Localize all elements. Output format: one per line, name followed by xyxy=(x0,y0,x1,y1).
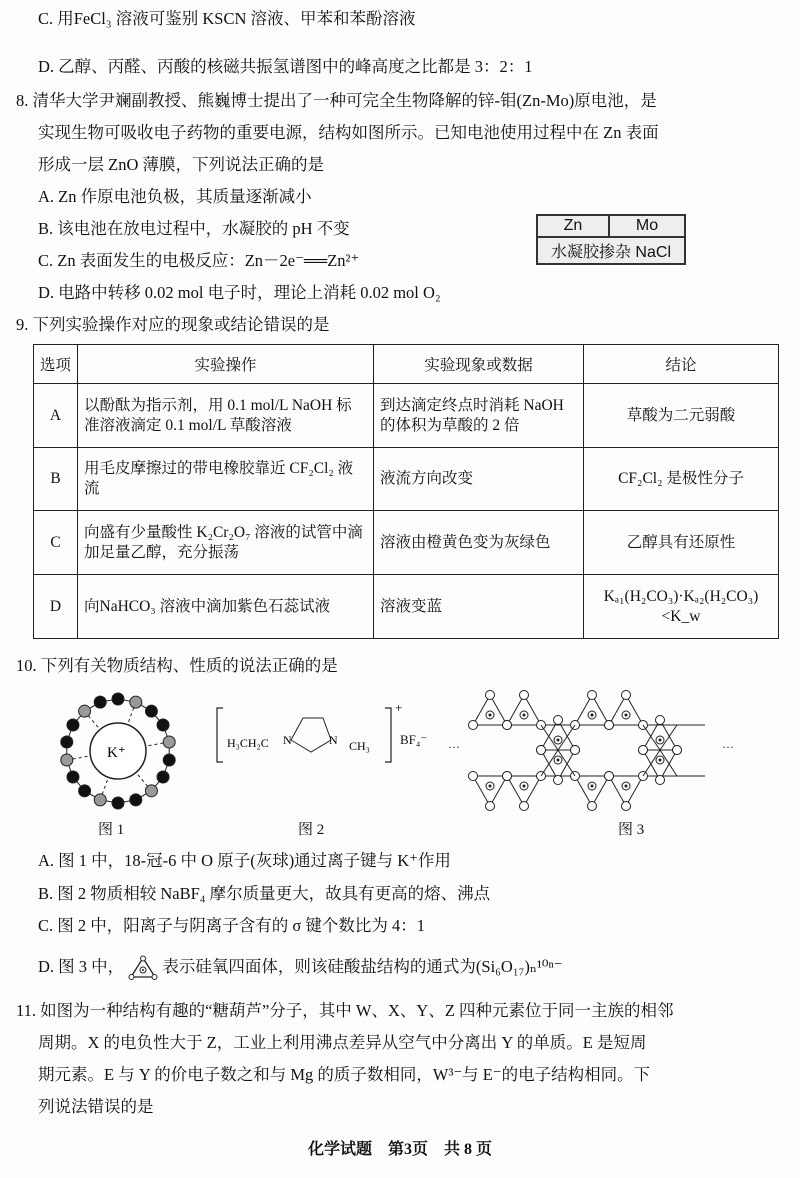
carbon-atom xyxy=(163,754,175,766)
imidazolium-figure xyxy=(215,700,415,770)
carbon-atom xyxy=(130,794,142,806)
q11-stem-line: 列说法错误的是 xyxy=(38,1097,154,1116)
q8-option: A. Zn 作原电池负极，其质量逐渐减小 xyxy=(38,187,312,206)
q11-stem-line: 期元素。E 与 Y 的价电子数之和与 Mg 的质子数相同，W³⁻与 E⁻的电子结构相同。下 xyxy=(38,1065,651,1084)
potassium-label: K⁺ xyxy=(107,745,126,761)
silicon-dot xyxy=(659,759,661,761)
oxygen-atom xyxy=(469,721,478,730)
cell: 向盛有少量酸性 K₂Cr₂O₇ 溶液的试管中滴加足量乙醇，充分振荡 xyxy=(78,511,374,575)
oxygen-atom xyxy=(163,736,175,748)
ethyl-group: H₃CH₂C xyxy=(227,736,269,750)
silicon-dot xyxy=(591,714,593,716)
q11-stem-line: 11. 如图为一种结构有趣的“糖葫芦”分子，其中 W、X、Y、Z 四种元素位于同一主族的相邻 xyxy=(16,1001,674,1020)
carbon-atom xyxy=(67,771,79,783)
cell: 向NaHCO₃ 溶液中滴加紫色石蕊试液 xyxy=(78,575,374,639)
page-footer: 化学试题 第3页 共 8 页 xyxy=(307,1141,492,1158)
carbon-atom xyxy=(112,797,124,809)
oxygen-atom xyxy=(571,746,580,755)
carbon-atom xyxy=(67,719,79,731)
tetrahedron-icon xyxy=(128,955,158,981)
cell: D xyxy=(34,575,78,639)
table-row xyxy=(34,575,779,639)
cell: A xyxy=(34,384,78,448)
cell: CF₂Cl₂ 是极性分子 xyxy=(584,448,779,511)
q9-stem: 9. 下列实验操作对应的现象或结论错误的是 xyxy=(16,315,330,334)
silicon-dot xyxy=(557,759,559,761)
header: 选项 xyxy=(34,345,78,384)
oxygen-atom xyxy=(486,691,495,700)
ellipsis-right: ··· xyxy=(722,740,734,754)
oxygen-atom xyxy=(673,746,682,755)
oxygen-atom xyxy=(520,802,529,811)
cell: 到达滴定终点时消耗 NaOH 的体积为草酸的 2 倍 xyxy=(374,384,584,448)
oxygen-atom xyxy=(554,776,563,785)
q11-stem-line: 周期。X 的电负性大于 Z，工业上利用沸点差异从空气中分离出 Y 的单质。E 是短周 xyxy=(38,1033,647,1052)
q8-option: C. Zn 表面发生的电极反应：Zn－2e⁻══Zn²⁺ xyxy=(38,251,360,270)
oxygen-atom xyxy=(656,776,665,785)
q8-stem-line: 实现生物可吸收电子药物的重要电源，结构如图所示。已知电池使用过程中在 Zn 表面 xyxy=(38,123,659,142)
oxygen-atom xyxy=(622,691,631,700)
q7-option-d: D. 乙醇、丙醛、丙酸的核磁共振氢谱图中的峰高度之比都是 3：2：1 xyxy=(38,57,533,76)
oxygen-atom xyxy=(554,716,563,725)
q9-table xyxy=(33,344,779,639)
oxygen-atom xyxy=(61,754,73,766)
oxygen-atom xyxy=(503,772,512,781)
carbon-atom xyxy=(157,719,169,731)
cell: C xyxy=(34,511,78,575)
anion-label: BF₄⁻ xyxy=(400,732,428,747)
oxygen-atom xyxy=(537,746,546,755)
silicon-dot xyxy=(659,739,661,741)
table-row xyxy=(34,384,779,448)
carbon-atom xyxy=(61,736,73,748)
charge-label: + xyxy=(395,700,403,715)
silicon-dot xyxy=(591,785,593,787)
q10-option: B. 图 2 物质相较 NaBF₄ 摩尔质量更大，故具有更高的熔、沸点 xyxy=(38,884,491,903)
q10-option: C. 图 2 中，阳离子与阴离子含有的 σ 键个数比为 4：1 xyxy=(38,916,426,935)
cell: 溶液由橙黄色变为灰绿色 xyxy=(374,511,584,575)
q8-stem-line: 8. 清华大学尹斓副教授、熊巍博士提出了一种可完全生物降解的锌-钼(Zn-Mo)原电池，是 xyxy=(16,91,657,110)
battery-figure xyxy=(536,214,686,265)
option-d-prefix: D. 图 3 中， xyxy=(38,956,125,976)
oxygen-atom xyxy=(486,802,495,811)
oxygen-atom xyxy=(469,772,478,781)
oxygen-atom xyxy=(588,691,597,700)
crown-ether-figure xyxy=(55,688,185,813)
silicon-dot xyxy=(523,714,525,716)
oxygen-atom xyxy=(145,785,157,797)
oxygen-atom xyxy=(656,716,665,725)
oxygen-atom xyxy=(79,705,91,717)
carbon-atom xyxy=(157,771,169,783)
silicate-chain-figure xyxy=(460,688,720,813)
header: 实验操作 xyxy=(78,345,374,384)
table-row xyxy=(34,448,779,511)
cell: B xyxy=(34,448,78,511)
mo-electrode: Mo xyxy=(609,215,685,237)
cell: 以酚酞为指示剂，用 0.1 mol/L NaOH 标准溶液滴定 0.1 mol/L 草酸溶液 xyxy=(78,384,374,448)
q10-option: A. 图 1 中，18-冠-6 中 O 原子(灰球)通过离子键与 K⁺作用 xyxy=(38,851,451,870)
silicon-dot xyxy=(523,785,525,787)
n1-label: N xyxy=(283,733,292,747)
fig3-caption: 图 3 xyxy=(618,822,645,838)
carbon-atom xyxy=(94,696,106,708)
zn-electrode: Zn xyxy=(537,215,609,237)
q10-stem: 10. 下列有关物质结构、性质的说法正确的是 xyxy=(16,656,338,675)
oxygen-atom xyxy=(588,802,597,811)
cell: 用毛皮摩擦过的带电橡胶靠近 CF₂Cl₂ 液流 xyxy=(78,448,374,511)
silicon-dot xyxy=(489,785,491,787)
oxygen-atom xyxy=(605,721,614,730)
fig2-caption: 图 2 xyxy=(298,822,325,838)
silicon-dot xyxy=(625,714,627,716)
ellipsis-left: ··· xyxy=(448,740,460,754)
carbon-atom xyxy=(112,693,124,705)
oxygen-atom xyxy=(520,691,529,700)
oxygen-atom xyxy=(639,746,648,755)
n2-label: N xyxy=(329,733,338,747)
oxygen-atom xyxy=(503,721,512,730)
silicon-dot xyxy=(625,785,627,787)
q10-option-d xyxy=(38,955,562,983)
option-d-text: 表示硅氧四面体，则该硅酸盐结构的通式为(Si₆O₁₇)ₙ¹⁰ⁿ⁻ xyxy=(162,956,563,976)
oxygen-atom xyxy=(605,772,614,781)
oxygen-atom xyxy=(130,696,142,708)
silicon-dot xyxy=(489,714,491,716)
q8-option: B. 该电池在放电过程中，水凝胶的 pH 不变 xyxy=(38,219,350,238)
cell: 溶液变蓝 xyxy=(374,575,584,639)
oxygen-atom xyxy=(94,794,106,806)
cell: 乙醇具有还原性 xyxy=(584,511,779,575)
q8-stem-line: 形成一层 ZnO 薄膜，下列说法正确的是 xyxy=(38,155,324,174)
q7-option-c: C. 用FeCl₃ 溶液可鉴别 KSCN 溶液、甲苯和苯酚溶液 xyxy=(38,9,416,28)
cell: 液流方向改变 xyxy=(374,448,584,511)
header: 实验现象或数据 xyxy=(374,345,584,384)
carbon-atom xyxy=(79,785,91,797)
table-row xyxy=(34,511,779,575)
methyl-group: CH₃ xyxy=(349,739,370,753)
cell: Kₐ₁(H₂CO₃)·Kₐ₂(H₂CO₃)<K_w xyxy=(584,575,779,639)
fig1-caption: 图 1 xyxy=(98,822,125,838)
oxygen-atom xyxy=(622,802,631,811)
cell: 草酸为二元弱酸 xyxy=(584,384,779,448)
hydrogel-layer: 水凝胶掺杂 NaCl xyxy=(537,237,685,264)
header: 结论 xyxy=(584,345,779,384)
carbon-atom xyxy=(145,705,157,717)
q8-option: D. 电路中转移 0.02 mol 电子时，理论上消耗 0.02 mol O₂ xyxy=(38,283,441,302)
silicon-dot xyxy=(557,739,559,741)
